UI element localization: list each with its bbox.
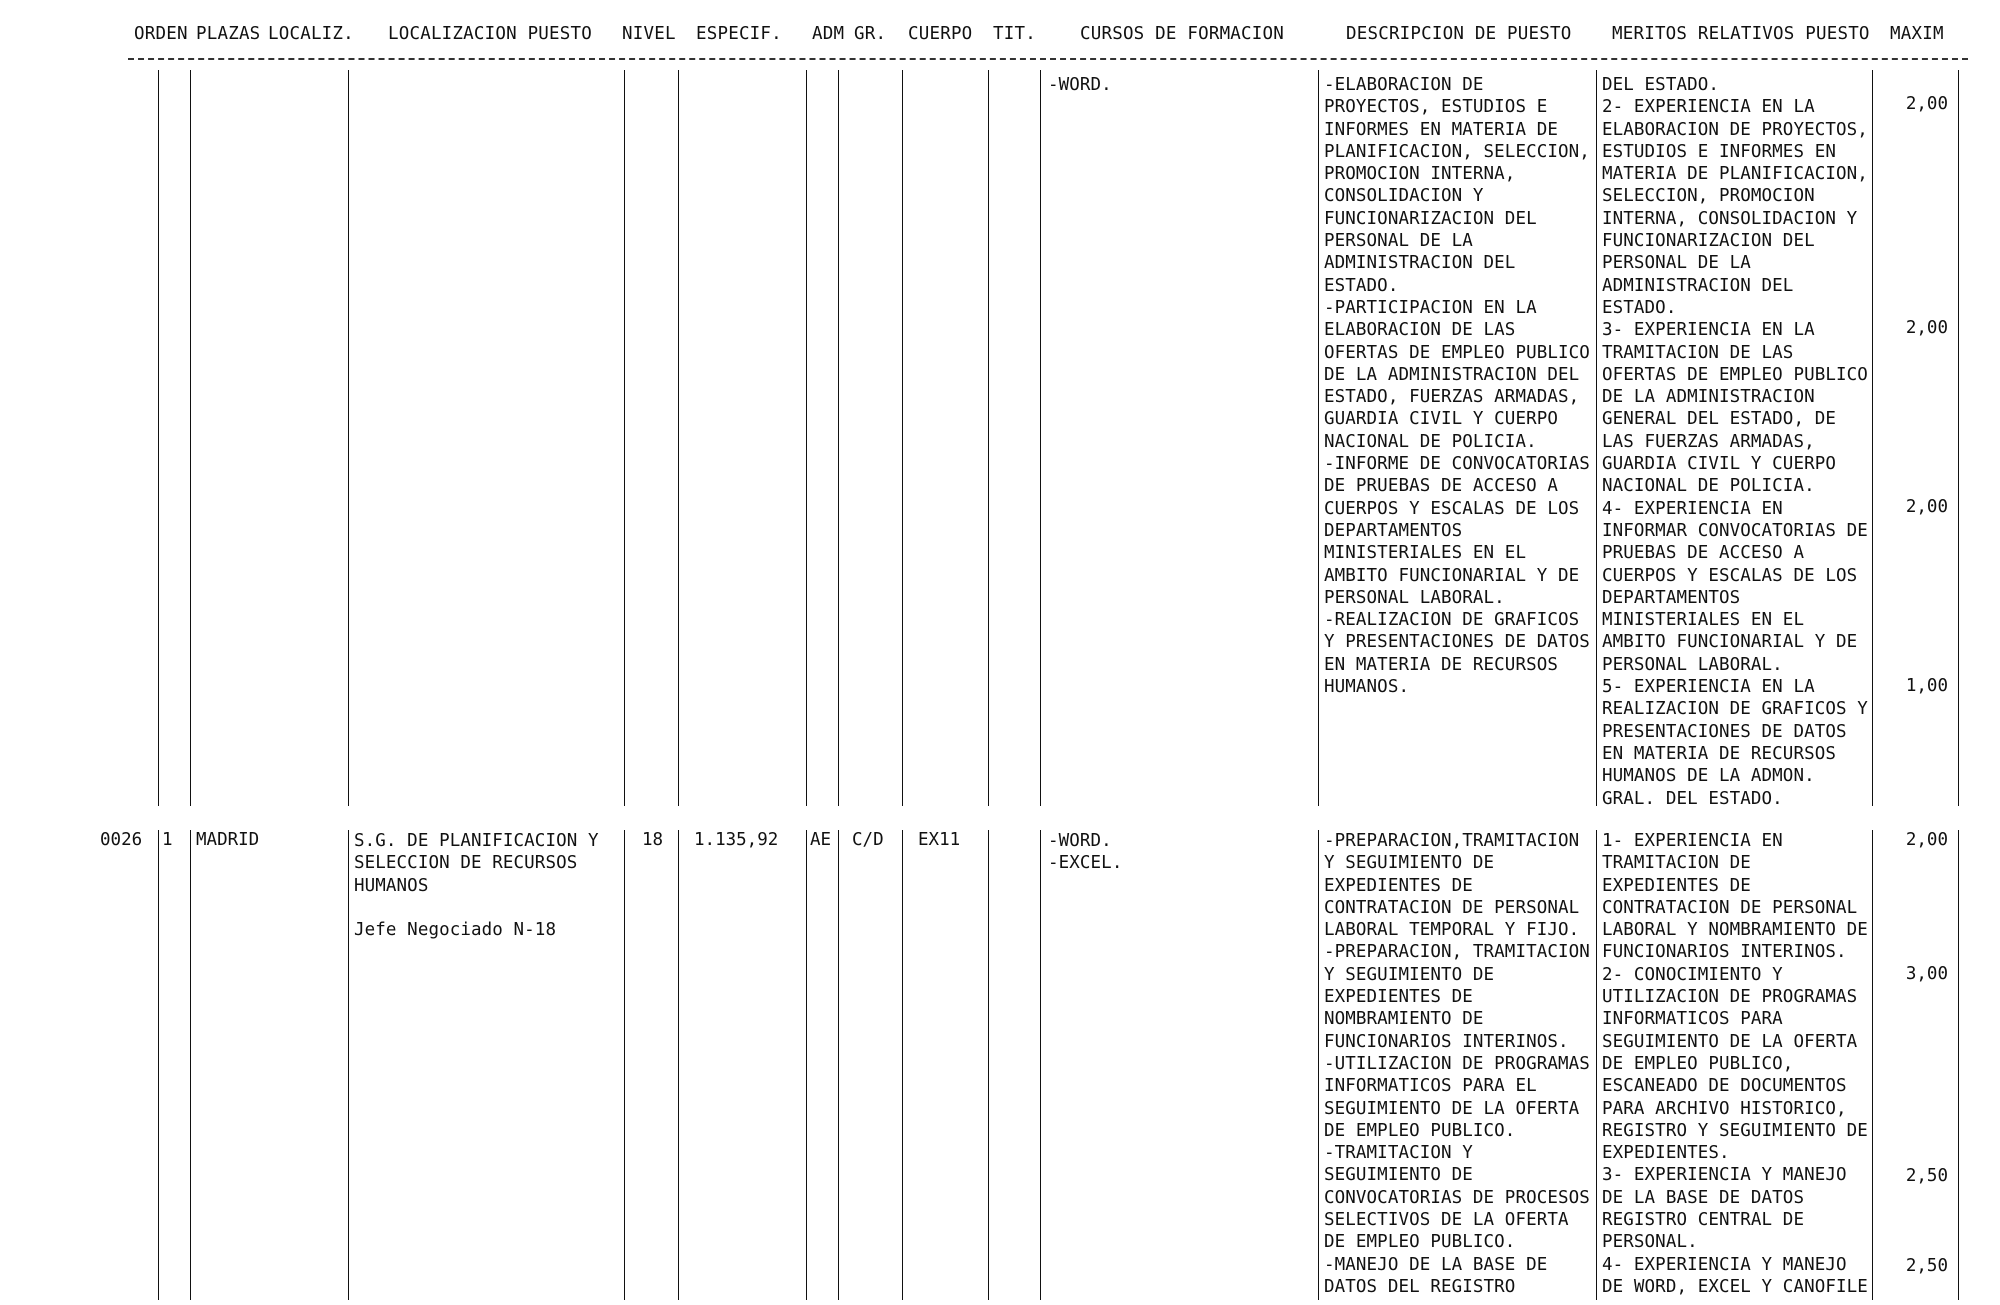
header-meritos: MERITOS RELATIVOS PUESTO — [1612, 24, 1870, 44]
column-divider — [806, 830, 807, 1300]
row1-meritos: DEL ESTADO. 2- EXPERIENCIA EN LA ELABORACION DE PROYECTOS, ESTUDIOS E INFORMES EN MATERIA DE PLANIFICACION, SELECCION, PROMOCION INTERNA, CONSOLIDACION Y FUNCIONARIZACION DEL PERSONAL DE LA ADMINISTRACION DEL ESTADO. 3- EXPERIENCIA EN LA TRAMITACION DE LAS OFERTAS DE EMPLEO PUBLICO DE LA ADMINISTRACION GENERAL DEL ESTADO, DE LAS FUERZAS ARMADAS, GUARDIA CIVIL Y CUERPO NACIONAL DE POLICIA. 4- EXPERIENCIA EN INFORMAR CONVOCATORIAS DE PRUEBAS DE ACCESO A CUERPOS Y ESCALAS DE LOS DEPARTAMENTOS MINISTERIALES EN EL AMBITO FUNCIONARIAL Y DE PERSONAL LABORAL. 5- EXPERIENCIA EN LA REALIZACION DE GRAFICOS Y PRESENTACIONES DE DATOS EN MATERIA DE RECURSOS HUMANOS DE LA ADMON. GRAL. DEL ESTADO. — [1602, 75, 1868, 809]
row2-especif: 1.135,92 — [694, 830, 779, 850]
row2-maxim-4: 2,50 — [1905, 1256, 1948, 1276]
row1-maxim-3: 2,00 — [1905, 497, 1948, 517]
column-divider — [902, 70, 903, 806]
header-plazas: PLAZAS — [196, 24, 261, 44]
column-divider — [1958, 70, 1959, 806]
column-divider — [1958, 830, 1959, 1300]
column-divider — [190, 830, 191, 1300]
header-orden: ORDEN — [134, 24, 188, 44]
header-nivel: NIVEL — [622, 24, 676, 44]
column-divider — [624, 70, 625, 806]
header-cursos: CURSOS DE FORMACION — [1080, 24, 1284, 44]
column-divider — [1872, 830, 1873, 1300]
row1-descripcion: -ELABORACION DE PROYECTOS, ESTUDIOS E INFORMES EN MATERIA DE PLANIFICACION, SELECCION, PROMOCION INTERNA, CONSOLIDACION Y FUNCIONARIZACION DEL PERSONAL DE LA ADMINISTRACION DEL ESTADO. -PARTICIPACION EN LA ELABORACION DE LAS OFERTAS DE EMPLEO PUBLICO DE LA ADMINISTRACION DEL ESTADO, FUERZAS ARMADAS, GUARDIA CIVIL Y CUERPO NACIONAL DE POLICIA. -INFORME DE CONVOCATORIAS DE PRUEBAS DE ACCESO A CUERPOS Y ESCALAS DE LOS DEPARTAMENTOS MINISTERIALES EN EL AMBITO FUNCIONARIAL Y DE PERSONAL LABORAL. -REALIZACION DE GRAFICOS Y PRESENTACIONES DE DATOS EN MATERIA DE RECURSOS HUMANOS. — [1324, 75, 1590, 698]
row1-maxim-2: 2,00 — [1905, 318, 1948, 338]
header-especif: ESPECIF. — [696, 24, 782, 44]
header-localizacion-puesto: LOCALIZACION PUESTO — [388, 24, 592, 44]
column-divider — [838, 70, 839, 806]
column-divider — [806, 70, 807, 806]
header-localiz: LOCALIZ. — [268, 24, 354, 44]
column-divider — [1596, 70, 1597, 806]
row2-orden: 0026 — [100, 830, 143, 850]
column-divider — [1596, 830, 1597, 1300]
row1-maxim-1: 2,00 — [1905, 94, 1948, 114]
header-adm: ADM — [812, 24, 845, 44]
column-divider — [1040, 70, 1041, 806]
column-divider — [348, 830, 349, 1300]
header-descripcion: DESCRIPCION DE PUESTO — [1346, 24, 1572, 44]
header-maxim: MAXIM — [1890, 24, 1944, 44]
row2-cursos: -WORD. -EXCEL. — [1048, 831, 1123, 874]
header-divider — [128, 58, 1968, 60]
row1-maxim-4: 1,00 — [1905, 676, 1948, 696]
column-divider — [1040, 830, 1041, 1300]
row2-localizacion: S.G. DE PLANIFICACION Y SELECCION DE RECURSOS HUMANOS Jefe Negociado N-18 — [354, 831, 599, 941]
row2-adm: AE — [810, 830, 832, 850]
column-divider — [988, 830, 989, 1300]
column-divider — [678, 70, 679, 806]
column-divider — [902, 830, 903, 1300]
row2-meritos: 1- EXPERIENCIA EN TRAMITACION DE EXPEDIENTES DE CONTRATACION DE PERSONAL LABORAL Y NOMBRAMIENTO DE FUNCIONARIOS INTERINOS. 2- CONOCIMIENTO Y UTILIZACION DE PROGRAMAS INFORMATICOS PARA SEGUIMIENTO DE LA OFERTA DE EMPLEO PUBLICO, ESCANEADO DE DOCUMENTOS PARA ARCHIVO HISTORICO, REGISTRO Y SEGUIMIENTO DE EXPEDIENTES. 3- EXPERIENCIA Y MANEJO DE LA BASE DE DATOS REGISTRO CENTRAL DE PERSONAL. 4- EXPERIENCIA Y MANEJO DE WORD, EXCEL Y CANOFILE — [1602, 831, 1868, 1297]
column-divider — [838, 830, 839, 1300]
row2-maxim-2: 3,00 — [1905, 964, 1948, 984]
column-divider — [348, 70, 349, 806]
column-divider — [190, 70, 191, 806]
column-divider — [1318, 830, 1319, 1300]
row1-cursos: -WORD. — [1048, 75, 1112, 95]
row2-localiz: MADRID — [196, 830, 260, 850]
header-cuerpo: CUERPO — [908, 24, 973, 44]
row2-maxim-1: 2,00 — [1905, 830, 1948, 850]
row2-maxim-3: 2,50 — [1905, 1166, 1948, 1186]
header-tit: TIT. — [993, 24, 1036, 44]
column-divider — [988, 70, 989, 806]
column-divider — [624, 830, 625, 1300]
column-divider — [158, 70, 159, 806]
header-gr: GR. — [854, 24, 887, 44]
row2-nivel: 18 — [642, 830, 664, 850]
column-divider — [1318, 70, 1319, 806]
column-divider — [158, 830, 159, 1300]
column-divider — [678, 830, 679, 1300]
row2-gr: C/D — [852, 830, 884, 850]
row2-plazas: 1 — [162, 830, 173, 850]
row2-descripcion: -PREPARACION,TRAMITACION Y SEGUIMIENTO DE EXPEDIENTES DE CONTRATACION DE PERSONAL LABORAL TEMPORAL Y FIJO. -PREPARACION, TRAMITACION Y SEGUIMIENTO DE EXPEDIENTES DE NOMBRAMIENTO DE FUNCIONARIOS INTERINOS. -UTILIZACION DE PROGRAMAS INFORMATICOS PARA EL SEGUIMIENTO DE LA OFERTA DE EMPLEO PUBLICO. -TRAMITACION Y SEGUIMIENTO DE CONVOCATORIAS DE PROCESOS SELECTIVOS DE LA OFERTA DE EMPLEO PUBLICO. -MANEJO DE LA BASE DE DATOS DEL REGISTRO — [1324, 831, 1590, 1297]
row2-cuerpo: EX11 — [918, 830, 961, 850]
